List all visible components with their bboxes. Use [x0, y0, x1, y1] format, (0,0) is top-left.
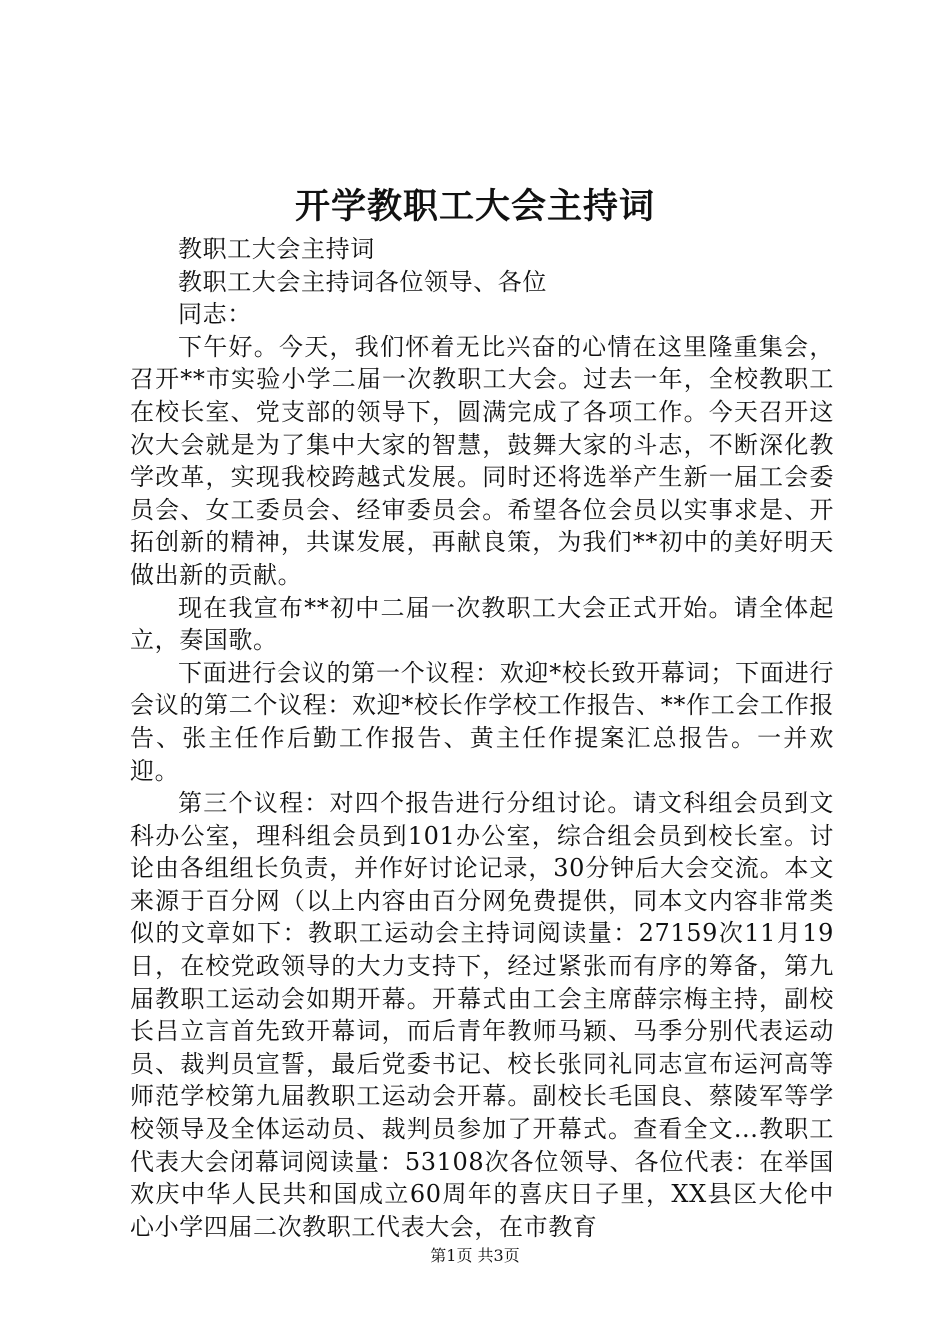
paragraph-opening: 现在我宣布**初中二届一次教职工大会正式开始。请全体起立，奏国歌。	[130, 593, 834, 655]
document-title: 开学教职工大会主持词	[294, 186, 655, 227]
page-number: 第1页 共3页	[430, 1246, 520, 1265]
paragraph-heading: 教职工大会主持词	[178, 235, 375, 263]
document-body	[130, 233, 834, 1243]
paragraph-agenda-3: 第三个议程：对四个报告进行分组讨论。请文科组会员到文科办公室，理科组会员到101办公室，综合组会员到校长室。讨论由各组组长负责，并作好讨论记录，30分钟后大会交流。本文来源于百分网（以上内容由百分网免费提供，同本文内容非常类似的文章如下：教职工运动会主持词阅读量：27159次11月19日，在校党政领导的大力支持下，经过紧张而有序的筹备，第九届教职工运动会如期开幕。开幕式由工会主席薛宗梅主持，副校长吕立言首先致开幕词，而后青年教师马颖、马季分别代表运动员、裁判员宣誓，最后党委书记、校长张同礼同志宣布运河高等师范学校第九届教职工运动会开幕。副校长毛国良、蔡陵军等学校领导及全体运动员、裁判员参加了开幕式。查看全文...教职工代表大会闭幕词阅读量：53108次各位领导、各位代表：在举国欢庆中华人民共和国成立60周年的喜庆日子里，XX县区大伦中心小学四届二次教职工代表大会，在市教育	[130, 789, 834, 1241]
paragraph-intro: 教职工大会主持词各位领导、各位	[178, 267, 547, 296]
paragraph-salutation: 同志：	[178, 300, 252, 329]
paragraph-agenda-1-2: 下面进行会议的第一个议程：欢迎*校长致开幕词；下面进行会议的第二个议程：欢迎*校长作学校工作报告、**作工会工作报告、张主任作后勤工作报告、黄主任作提案汇总报告。一并欢迎。	[130, 658, 834, 785]
paragraph-greeting: 下午好。今天，我们怀着无比兴奋的心情在这里隆重集会，召开**市实验小学二届一次教职工大会。过去一年，全校教职工在校长室、党支部的领导下，圆满完成了各项工作。今天召开这次大会就是为了集中大家的智慧，鼓舞大家的斗志，不断深化教学改革，实现我校跨越式发展。同时还将选举产生新一届工会委员会、女工委员会、经审委员会。希望各位会员以实事求是、开拓创新的精神，共谋发展，再献良策，为我们**初中的美好明天做出新的贡献。	[130, 332, 834, 589]
